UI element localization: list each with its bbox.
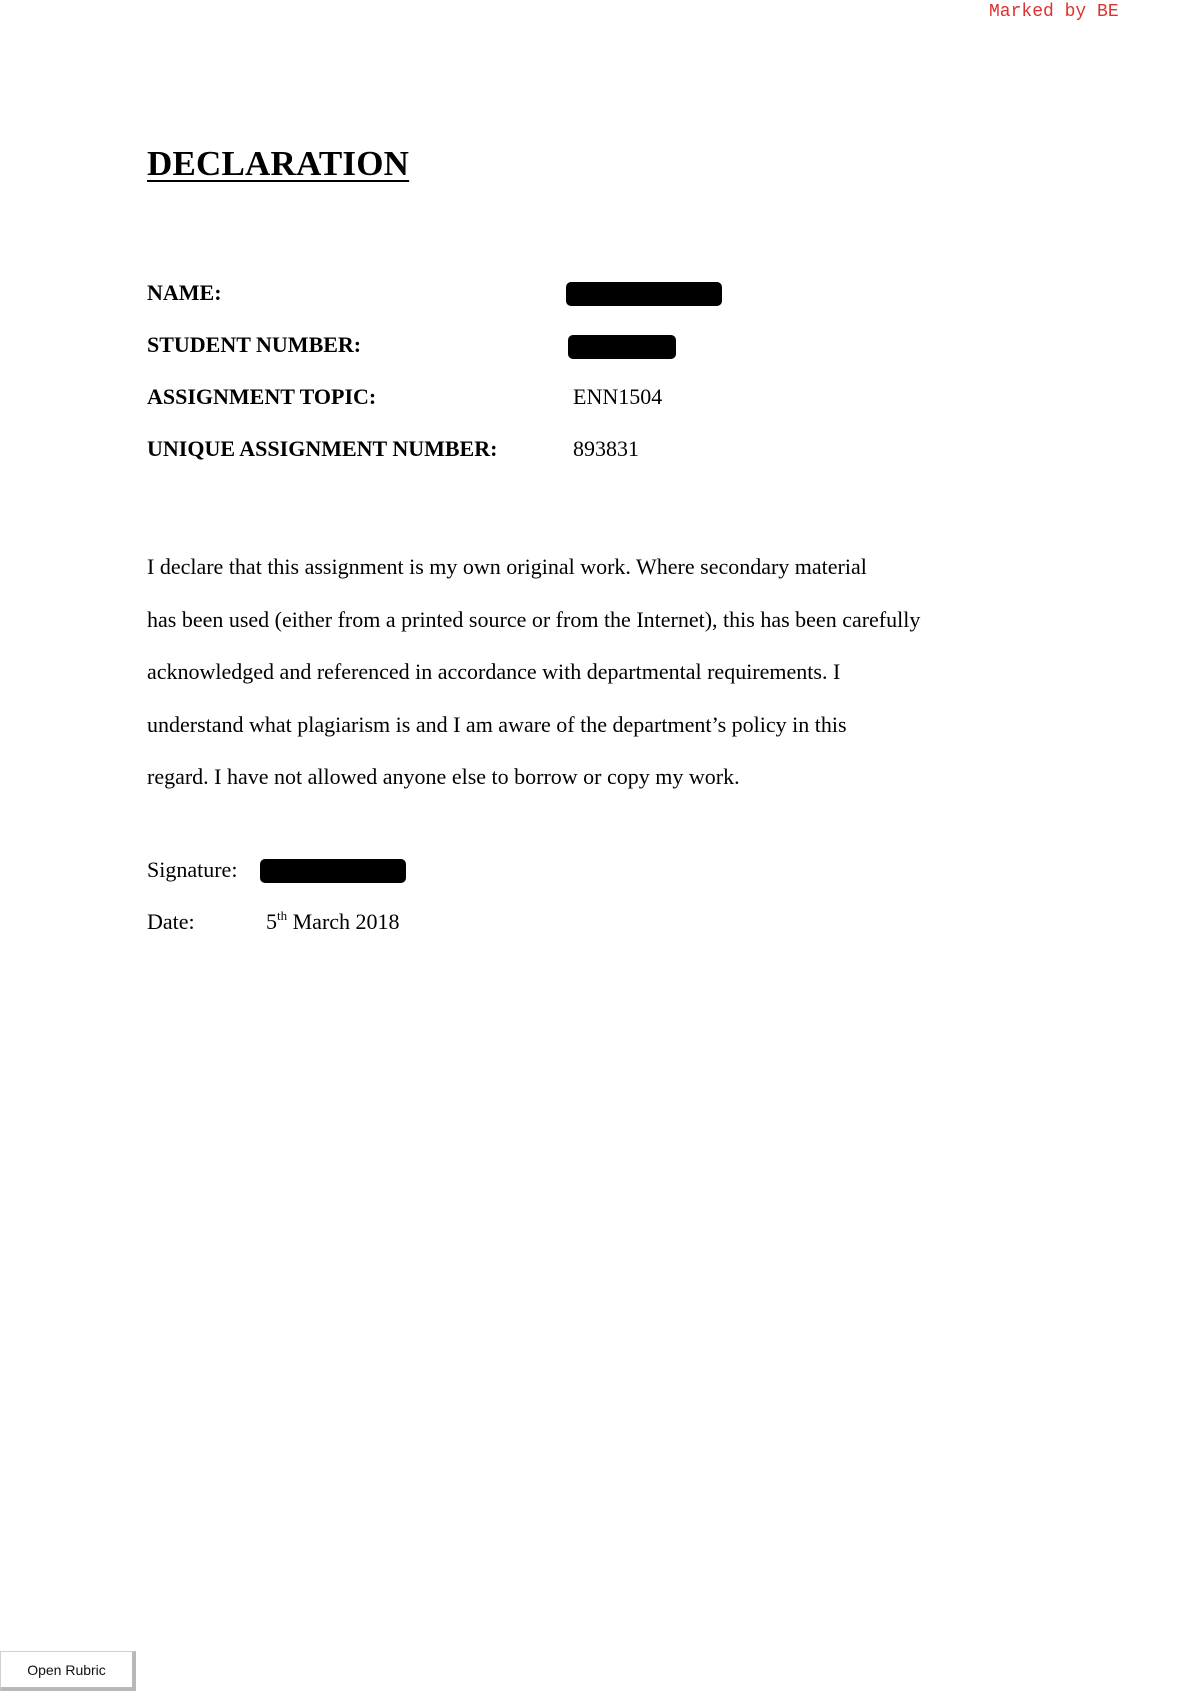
assignment-topic-value: ENN1504 <box>573 384 663 409</box>
unique-assignment-number-value: 893831 <box>573 436 639 461</box>
assignment-topic-label: ASSIGNMENT TOPIC: <box>147 384 377 409</box>
marked-by-label: Marked by BE <box>989 2 1119 22</box>
student-number-label: STUDENT NUMBER: <box>147 332 362 357</box>
signature-label: Signature: <box>147 857 238 882</box>
student-number-redaction <box>568 335 676 359</box>
page-title: DECLARATION <box>147 144 410 183</box>
open-rubric-button[interactable]: Open Rubric <box>0 1651 136 1691</box>
declaration-line: regard. I have not allowed anyone else to borrow or copy my work. <box>147 764 740 789</box>
declaration-line: understand what plagiarism is and I am aware of the department’s policy in this <box>147 711 847 737</box>
date-day: 5 <box>266 909 277 934</box>
date-label: Date: <box>147 909 195 934</box>
declaration-line: has been used (either from a printed source or from the Internet), this has been carefully <box>147 606 921 632</box>
unique-assignment-number-label: UNIQUE ASSIGNMENT NUMBER: <box>147 436 498 461</box>
declaration-line: I declare that this assignment is my own original work. Where secondary material <box>147 554 867 579</box>
date-value <box>266 908 400 934</box>
declaration-line: acknowledged and referenced in accordance with departmental requirements. I <box>147 659 841 684</box>
signature-redaction <box>260 859 406 883</box>
declaration-paragraph <box>147 541 1027 804</box>
date-suffix: th <box>277 908 288 923</box>
date-rest: March 2018 <box>287 909 400 934</box>
name-label: NAME: <box>147 280 222 305</box>
name-redaction <box>566 282 722 306</box>
